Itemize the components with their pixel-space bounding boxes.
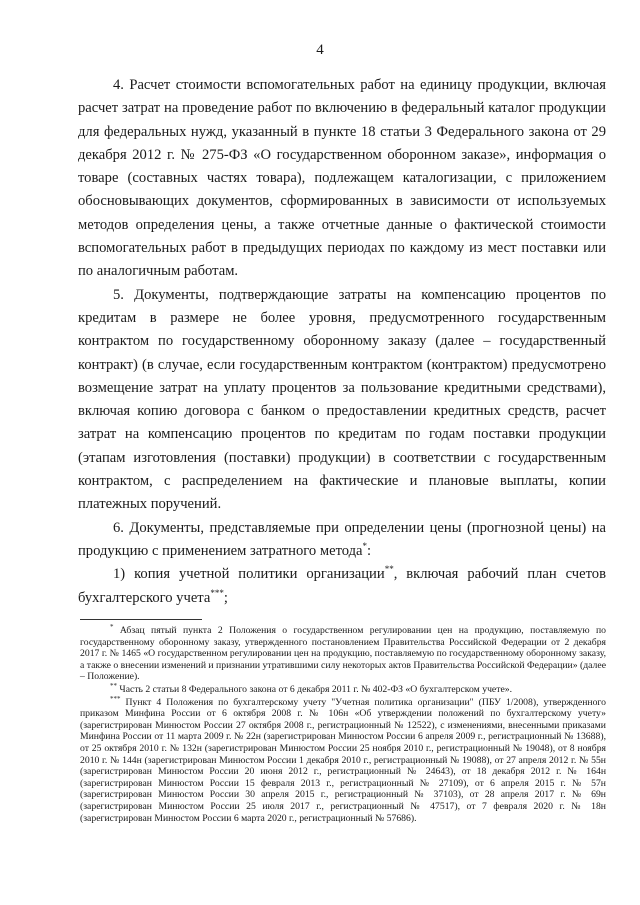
footnote-ref-2[interactable]: ** [384, 564, 394, 575]
paragraph-6 [78, 517, 606, 564]
list-item-1-text-b: , включая рабочий план счетов бухгалтерского учета [78, 566, 606, 606]
footnote-ref-1[interactable]: * [362, 541, 368, 552]
footnote-ref-3[interactable]: *** [210, 587, 224, 598]
list-item-1 [78, 563, 606, 610]
footnote-mark-3: *** [110, 694, 121, 703]
footnote-1-text: Абзац пятый пункта 2 Положения о государственном регулировании цен на продукцию, поставляемую по государственному оборонному заказу, утвержденного постановлением Правительства Российской Федерации от 2 декабря 2017 г. № 1465 «О государственном регулировании цен на продукцию, поставляемую по государственному оборонному заказу, а также о внесении изменений и признании утратившими силу некоторых актов Правительства Российской Федерации» (далее – Положение). [80, 625, 606, 683]
footnote-3-text: Пункт 4 Положения по бухгалтерскому учету "Учетная политика организации" (ПБУ 1/2008), утвержденного приказом Минфина России от 6 октября 2008 г. № 106н «Об утверждении положений по бухгалтерскому учету» (зарегистрирован Минюстом России 27 октября 2008 г., регистрационный № 12522), с изменениями, внесенными приказами Минфина России от 11 марта 2009 г. № 22н (зарегистрирован Минюстом России 6 апреля 2009 г., регистрационный № 13688), от 25 октября 2010 г. № 132н (зарегистрирован Минюстом России 25 ноября 2010 г., регистрационный № 19048), от 8 ноября 2010 г. № 144н (зарегистрирован Минюстом России 1 декабря 2010 г., регистрационный № 19088), от 27 апреля 2012 г. № 55н (зарегистрирован Минюстом России 20 июня 2012 г., регистрационный № 24643), от 18 декабря 2012 г. № 164н (зарегистрирован Минюстом России 15 февраля 2013 г., регистрационный № 27109), от 6 апреля 2015 г. № 57н (зарегистрирован Минюстом России 30 апреля 2015 г., регистрационный № 37103), от 28 апреля 2017 г. № 69н (зарегистрирован Минюстом России 25 июля 2017 г., регистрационный № 47517), от 7 февраля 2020 г. № 18н (зарегистрирован Минюстом России 6 марта 2020 г., регистрационный № 57686). [80, 696, 606, 824]
footnote-1 [80, 622, 606, 683]
paragraph-6-text: 6. Документы, представляемые при определении цены (прогнозной цены) на продукцию с применением затратного метода [78, 519, 606, 559]
list-item-1-text-a: 1) копия учетной политики организации [113, 566, 385, 583]
page-number: 4 [316, 42, 324, 58]
footnote-mark-2: ** [110, 681, 117, 690]
footnote-2 [80, 681, 606, 696]
footnote-separator [80, 619, 202, 620]
footnote-3 [80, 694, 606, 825]
list-item-1-end: ; [223, 589, 228, 606]
paragraph-4: 4. Расчет стоимости вспомогательных работ на единицу продукции, включая расчет затрат на проведение работ по включению в федеральный каталог продукции для федеральных нужд, указанный в пункте 18 статьи 3 Федерального закона от 29 декабря 2012 г. № 275-ФЗ «О государственном оборонном заказе», информация о товаре (составных частях товара), подлежащем каталогизации, с приложением обосновывающих документов, сформированных в зависимости от используемых методов определения цены, а также отчетные данные о фактической стоимости вспомогательных работ в предыдущих периодах по каждому из мест поставки или по аналогичным работам. [78, 77, 606, 280]
paragraph-5: 5. Документы, подтверждающие затраты на компенсацию процентов по кредитам в размере не более уровня, предусмотренного государственным контрактом по государственному оборонному заказу (далее – государственный контракт) (в случае, если государственным контрактом (контрактом) предусмотрено возмещение затрат на уплату процентов за пользование кредитными средствами), включая копию договора с банком о предоставлении кредитных средств, расчет затрат на компенсацию процентов по кредитам по годам поставки продукции (этапам изготовления (поставки) продукции) в соответствии с государственным контрактом, с распределением на фактические и плановые выплаты, копии платежных поручений. [78, 286, 606, 513]
paragraph-6-end: : [367, 542, 372, 559]
footnotes [80, 622, 606, 825]
footnote-2-text: Часть 2 статьи 8 Федерального закона от 6 декабря 2011 г. № 402-ФЗ «О бухгалтерском учете». [117, 683, 513, 695]
document-body [78, 74, 606, 610]
footnote-mark-1: * [110, 622, 114, 631]
